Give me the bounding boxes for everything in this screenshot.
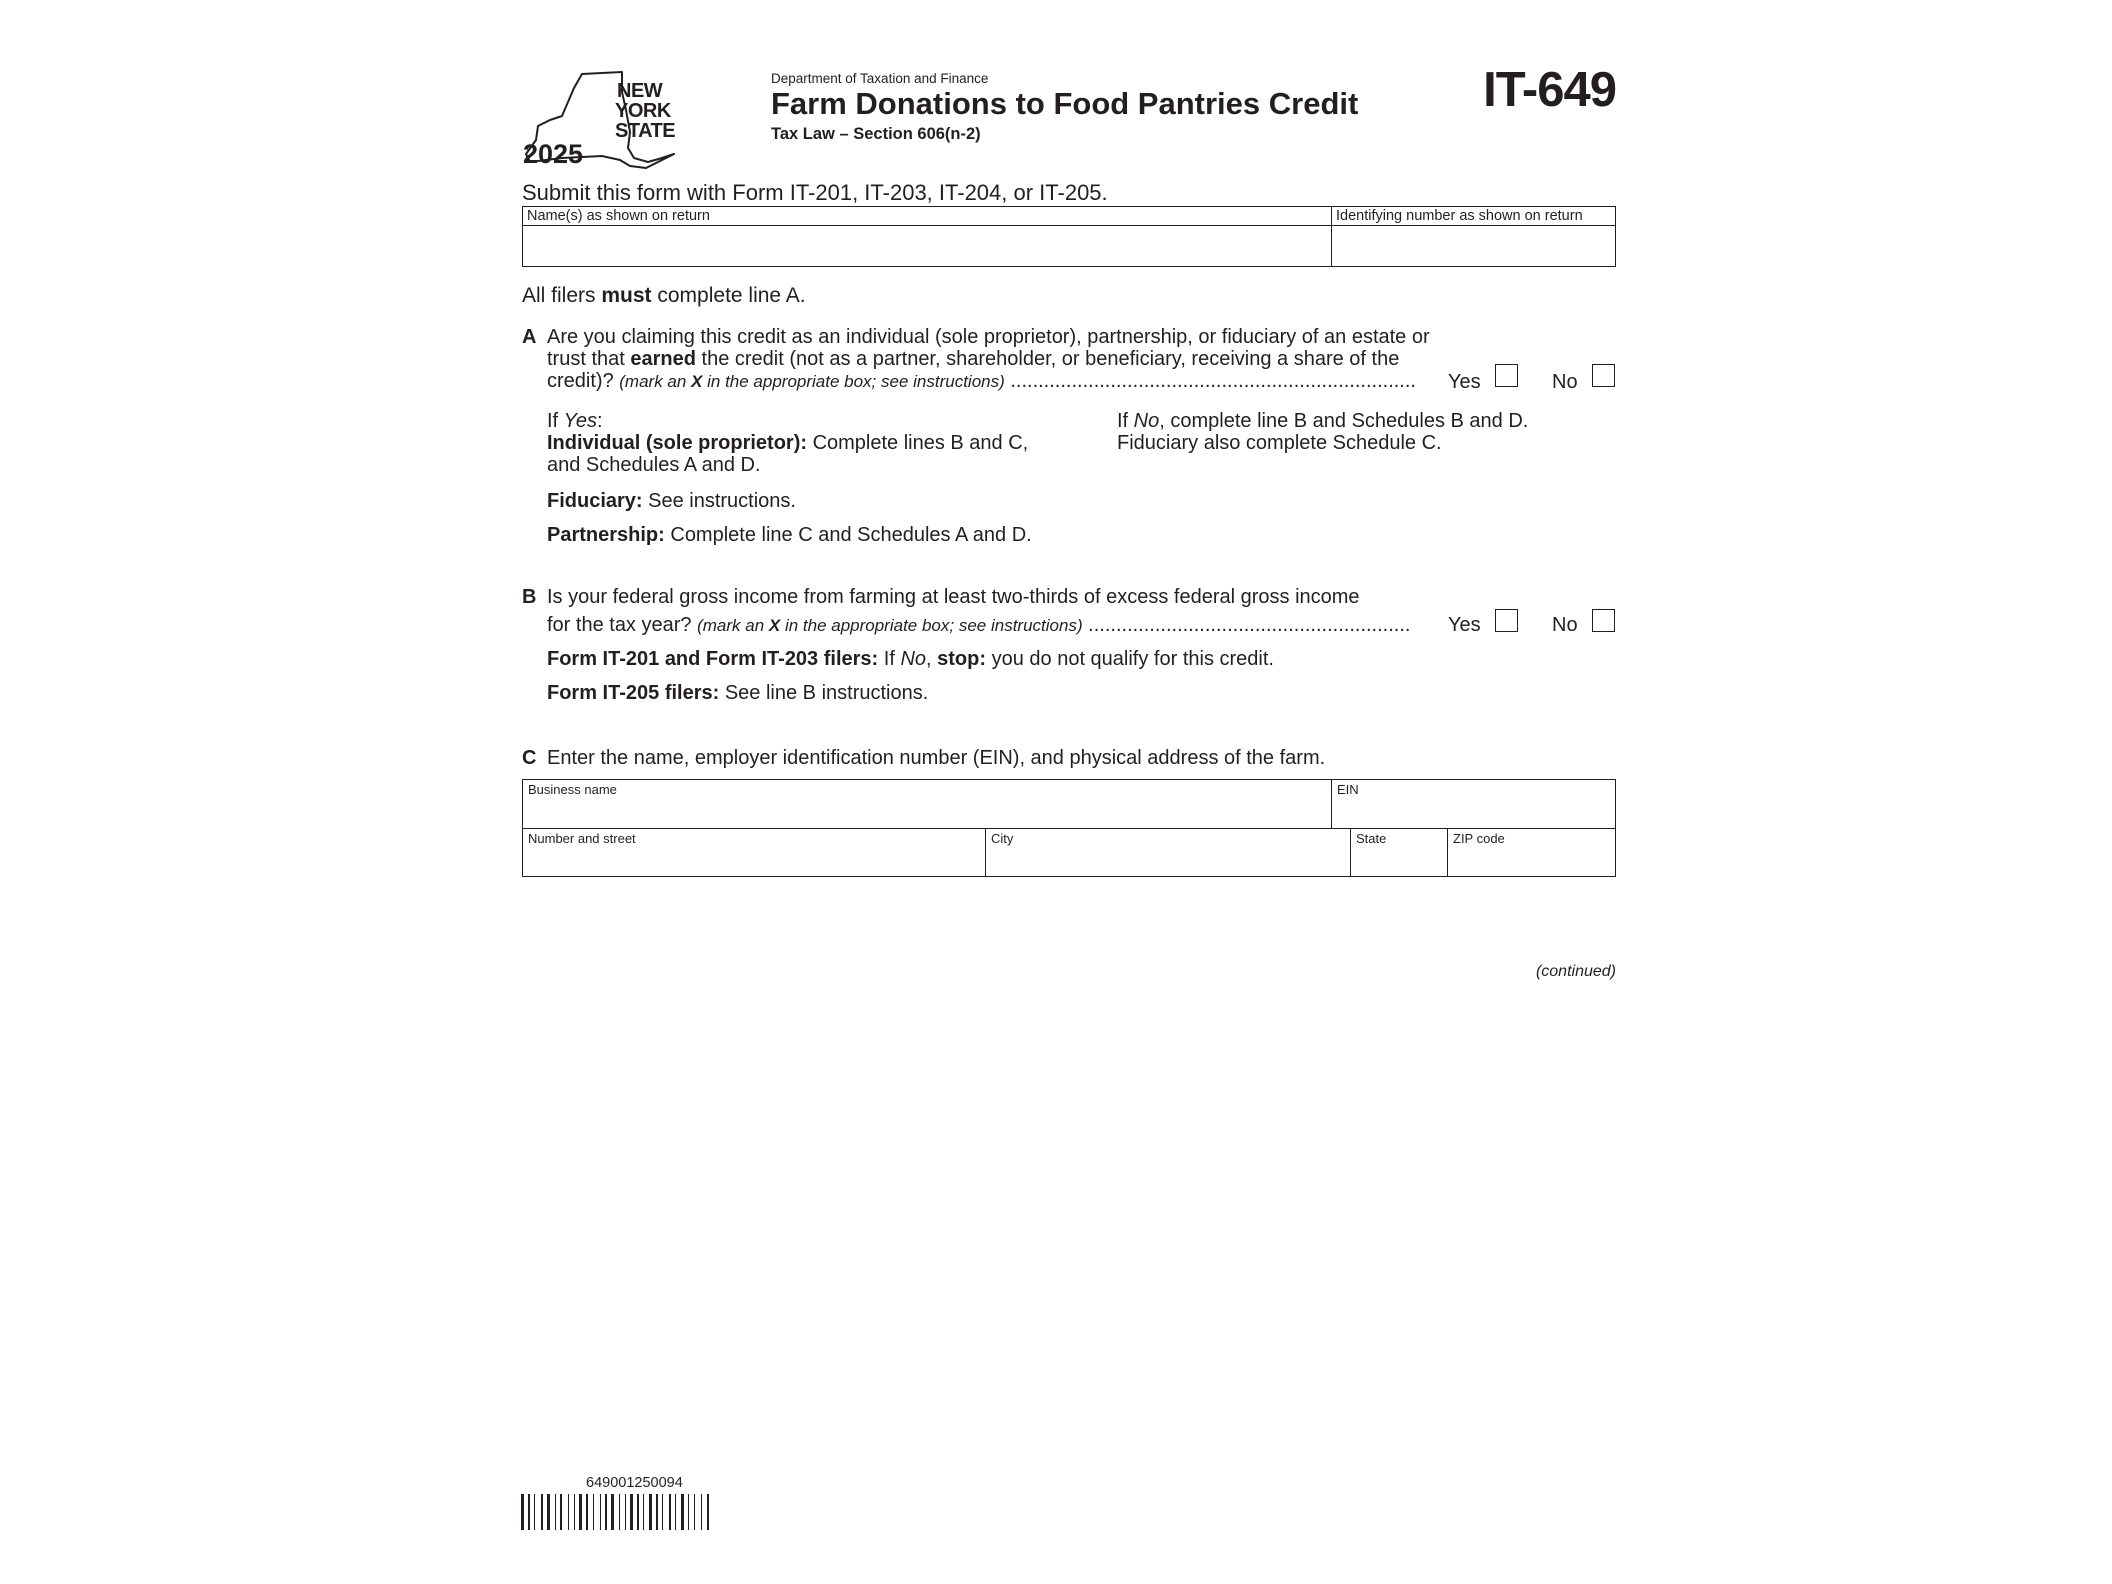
line-b-instruction-pre: (mark an	[697, 616, 769, 635]
form-title: Farm Donations to Food Pantries Credit	[771, 86, 1359, 121]
partnership-label: Partnership:	[547, 524, 665, 546]
state-label: State	[1356, 831, 1387, 846]
if-no-post: , complete line B and Schedules B and D.	[1159, 410, 1529, 432]
if-no-line-1	[1117, 410, 1577, 432]
name-field[interactable]	[523, 207, 1332, 266]
line-a-instruction-pre: (mark an	[619, 372, 692, 391]
all-filers-note	[522, 284, 806, 308]
line-c-letter: C	[522, 747, 537, 769]
it201-if: If	[878, 648, 901, 670]
line-a-instruction-x: X	[691, 372, 703, 391]
state-field[interactable]	[1351, 829, 1448, 876]
line-a-question	[547, 326, 1547, 393]
line-b-leader: ..........................................................	[1082, 614, 1411, 636]
barcode-icon	[521, 1494, 761, 1530]
line-b-letter: B	[522, 586, 537, 608]
ein-label: EIN	[1337, 782, 1359, 797]
line-b-no-label: No	[1552, 614, 1578, 636]
line-b-text-2-pre: for the tax year?	[547, 614, 698, 636]
if-yes-pre: If	[547, 410, 564, 432]
line-a-text-2-pre: trust that	[547, 348, 631, 370]
line-a-partnership	[547, 524, 1032, 546]
logo-text-line-2: YORK	[615, 100, 671, 122]
business-name-label: Business name	[528, 782, 617, 797]
identification-table	[522, 206, 1616, 267]
line-b-it205-note	[547, 682, 928, 704]
it205-label: Form IT-205 filers:	[547, 682, 720, 704]
line-a-earned: earned	[630, 348, 696, 370]
all-filers-post: complete line A.	[651, 284, 806, 307]
if-yes-individual-2: and Schedules A and D.	[547, 454, 761, 476]
form-number: IT-649	[1483, 63, 1616, 117]
form-subtitle: Tax Law – Section 606(n-2)	[771, 125, 981, 143]
zip-field[interactable]	[1448, 829, 1615, 876]
street-label: Number and street	[528, 831, 636, 846]
line-b-instruction-x: X	[768, 616, 781, 635]
line-a-text-1: Are you claiming this credit as an individual (sole proprietor), partnership, or fiduciary of an estate or	[547, 326, 1430, 348]
form-year: 2025	[523, 139, 584, 169]
farm-info-table	[522, 779, 1616, 877]
identifying-number-field[interactable]	[1332, 207, 1615, 266]
identifying-number-label: Identifying number as shown on return	[1336, 208, 1583, 224]
line-c-text: Enter the name, employer identification number (EIN), and physical address of the farm.	[547, 747, 1326, 769]
if-no-line-2: Fiduciary also complete Schedule C.	[1117, 432, 1442, 454]
if-yes-heading	[547, 410, 1067, 432]
individual-text: Complete lines B and C,	[807, 432, 1029, 454]
line-a-instruction-post: in the appropriate box; see instructions)	[702, 372, 1005, 391]
line-b-text-1: Is your federal gross income from farming at least two-thirds of excess federal gross income	[547, 586, 1360, 608]
it201-stop: stop:	[937, 648, 987, 670]
line-a-letter: A	[522, 326, 537, 348]
line-b-instruction	[697, 616, 1083, 635]
name-field-label: Name(s) as shown on return	[527, 208, 710, 224]
line-b-it201-note	[547, 648, 1274, 670]
fiduciary-label: Fiduciary:	[547, 490, 643, 512]
all-filers-pre: All filers	[522, 284, 602, 307]
it201-label: Form IT-201 and Form IT-203 filers:	[547, 648, 879, 670]
line-b-instruction-post: in the appropriate box; see instructions)	[780, 616, 1083, 635]
line-a-instruction	[619, 372, 1005, 391]
submit-note: Submit this form with Form IT-201, IT-203, IT-204, or IT-205.	[522, 180, 1108, 205]
if-no-word: No	[1133, 410, 1160, 432]
line-a-no-label: No	[1552, 371, 1578, 393]
partnership-text: Complete line C and Schedules A and D.	[664, 524, 1032, 546]
line-a-fiduciary	[547, 490, 796, 512]
line-b-yes-checkbox[interactable]	[1495, 609, 1518, 632]
barcode-number: 649001250094	[586, 1475, 683, 1491]
line-a-leader: .........................................................................	[1004, 370, 1416, 392]
city-field[interactable]	[986, 829, 1351, 876]
fiduciary-text: See instructions.	[642, 490, 796, 512]
it205-text: See line B instructions.	[719, 682, 929, 704]
line-a-text-3	[547, 370, 1445, 393]
logo-text-line-1: NEW	[617, 80, 663, 102]
line-a-no-checkbox[interactable]	[1592, 364, 1615, 387]
line-a-text-3-pre: credit)?	[547, 370, 620, 392]
it201-comma: ,	[926, 648, 938, 670]
city-label: City	[991, 831, 1014, 846]
line-b-question	[547, 586, 1547, 637]
it201-post: you do not qualify for this credit.	[986, 648, 1274, 670]
line-a-text-2	[547, 348, 1547, 370]
logo-text-line-3: STATE	[615, 120, 676, 142]
business-name-field[interactable]	[523, 780, 1332, 829]
department-name: Department of Taxation and Finance	[771, 71, 989, 86]
if-yes-individual	[547, 432, 1067, 454]
line-b-no-checkbox[interactable]	[1592, 609, 1615, 632]
ein-field[interactable]	[1332, 780, 1615, 829]
if-no-pre: If	[1117, 410, 1134, 432]
all-filers-bold: must	[601, 284, 652, 307]
line-a-if-no	[1117, 410, 1577, 454]
continued-note: (continued)	[1535, 963, 1616, 980]
line-b-yes-label: Yes	[1448, 614, 1481, 636]
nys-logo	[522, 70, 692, 170]
line-a-yes-checkbox[interactable]	[1495, 364, 1518, 387]
line-a-text-2-post: the credit (not as a partner, shareholder, or beneficiary, receiving a share of the	[695, 348, 1400, 370]
if-yes-word: Yes	[563, 410, 598, 432]
line-a-yes-label: Yes	[1448, 371, 1481, 393]
street-field[interactable]	[523, 829, 986, 876]
barcode	[521, 1494, 761, 1530]
individual-label: Individual (sole proprietor):	[547, 432, 808, 454]
zip-label: ZIP code	[1453, 831, 1505, 846]
it201-no: No	[900, 648, 927, 670]
line-a-if-yes	[547, 410, 1067, 476]
line-b-text-2	[547, 614, 1445, 637]
if-yes-post: :	[597, 410, 603, 432]
